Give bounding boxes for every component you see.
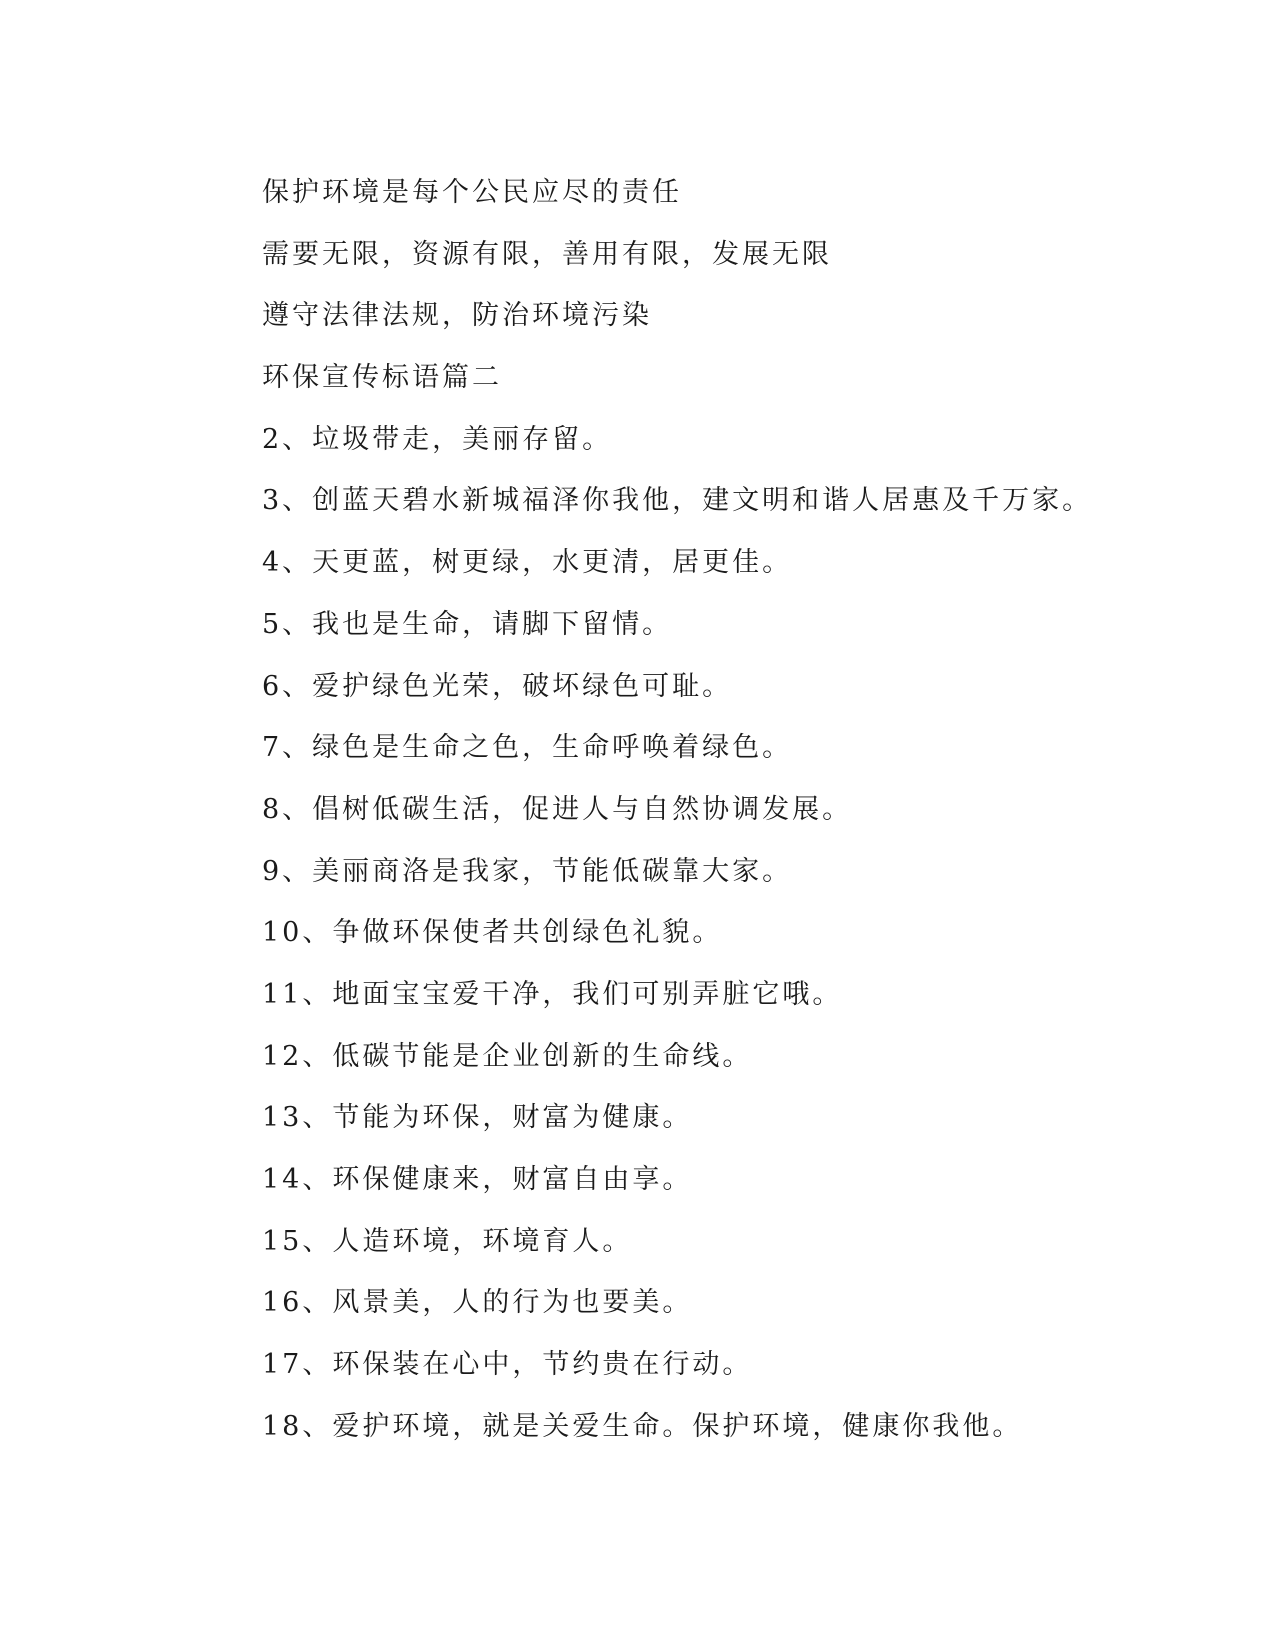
slogan-item: 5、我也是生命，请脚下留情。 [262,608,673,640]
slogan-item: 18、爱护环境，就是关爱生命。保护环境，健康你我他。 [262,1410,1023,1442]
slogan-item: 8、倡树低碳生活，促进人与自然协调发展。 [262,793,853,825]
slogan-item: 7、绿色是生命之色，生命呼唤着绿色。 [262,732,793,764]
slogan-item: 11、地面宝宝爱干净，我们可别弄脏它哦。 [262,978,843,1010]
slogan-item: 16、风景美，人的行为也要美。 [262,1287,693,1319]
slogan-item: 13、节能为环保，财富为健康。 [262,1102,693,1134]
slogan-item: 14、环保健康来，财富自由享。 [262,1164,693,1195]
slogan-line: 遵守法律法规，防治环境污染 [262,300,652,332]
section-heading: 环保宣传标语篇二 [262,362,502,394]
slogan-item: 4、天更蓝，树更绿，水更清，居更佳。 [262,547,793,579]
slogan-item: 9、美丽商洛是我家，节能低碳靠大家。 [262,855,793,887]
slogan-item: 3、创蓝天碧水新城福泽你我他，建文明和谐人居惠及千万家。 [262,485,1093,517]
slogan-line: 保护环境是每个公民应尽的责任 [262,177,682,208]
slogan-item: 2、垃圾带走，美丽存留。 [262,423,613,455]
slogan-item: 6、爱护绿色光荣，破坏绿色可耻。 [262,670,733,702]
document-body [262,162,1162,1457]
slogan-item: 10、争做环保使者共创绿色礼貌。 [262,917,723,949]
slogan-line: 需要无限，资源有限，善用有限，发展无限 [262,238,832,270]
slogan-item: 17、环保装在心中，节约贵在行动。 [262,1349,753,1381]
slogan-item: 15、人造环境，环境育人。 [262,1225,633,1257]
slogan-item: 12、低碳节能是企业创新的生命线。 [262,1040,753,1072]
